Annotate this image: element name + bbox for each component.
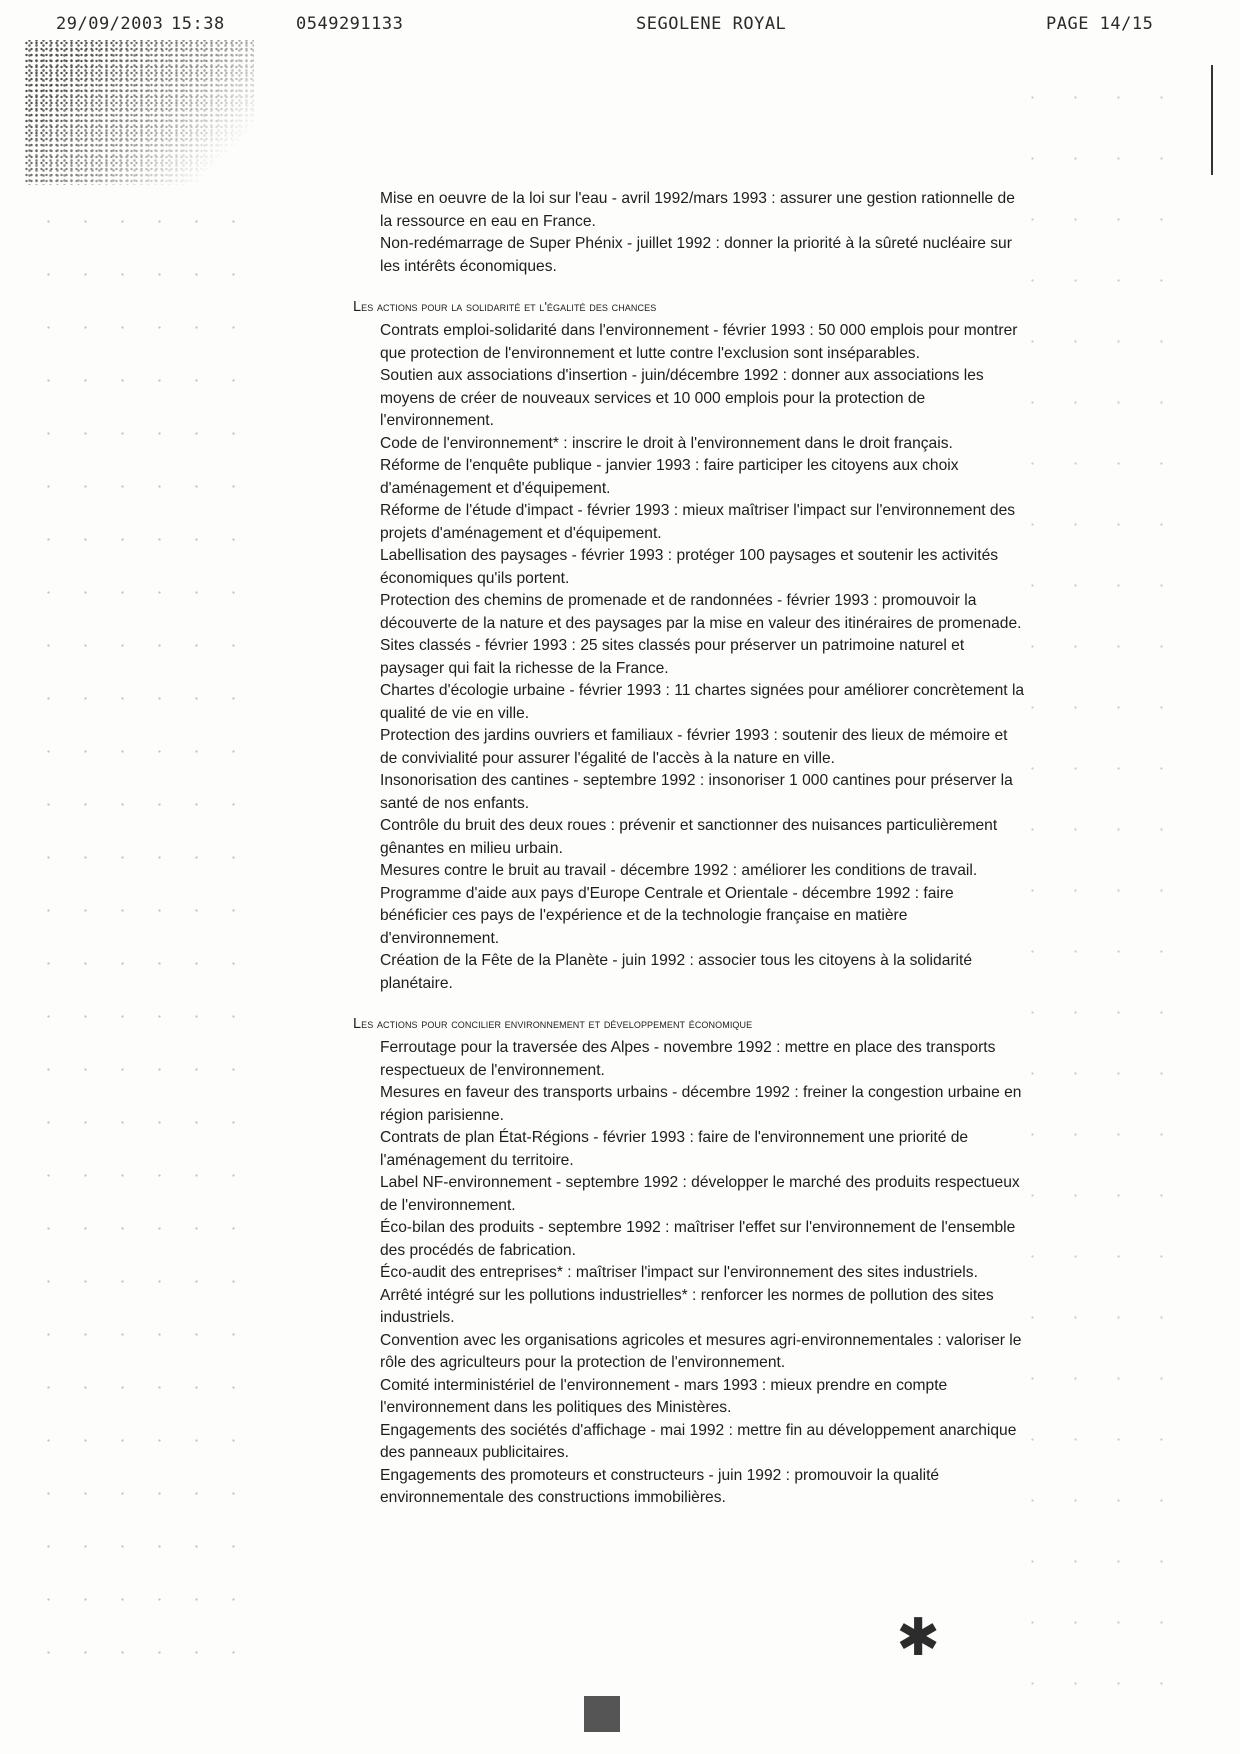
asterisk-stamp-icon: ✱ <box>896 1608 940 1668</box>
list-item: Mesures contre le bruit au travail - décembre 1992 : améliorer les conditions de travail. <box>380 862 978 879</box>
list-item: Labellisation des paysages - février 1993 : protéger 100 paysages et soutenir les activités économiques qu'ils portent. <box>380 547 999 587</box>
list-item: Mise en oeuvre de la loi sur l'eau - avril 1992/mars 1993 : assurer une gestion rationnelle de la ressource en eau en France. <box>380 190 1015 230</box>
scan-noise-right <box>1000 60 1200 1710</box>
list-item: Éco-bilan des produits - septembre 1992 : maîtriser l'effet sur l'environnement de l'ensemble des procédés de fabrication. <box>380 1219 1016 1259</box>
list-item: Contrôle du bruit des deux roues : prévenir et sanctionner des nuisances particulièrement gênantes en milieu urbain. <box>380 817 998 857</box>
scan-noise-corner <box>24 40 254 185</box>
list-item: Éco-audit des entreprises* : maîtriser l'impact sur l'environnement des sites industriels. <box>380 1264 978 1281</box>
list-item: Sites classés - février 1993 : 25 sites classés pour préserver un patrimoine naturel et paysager qui fait la richesse de la France. <box>380 637 965 677</box>
fax-phone: 0549291133 <box>296 14 404 34</box>
list-item: Contrats emploi-solidarité dans l'environnement - février 1993 : 50 000 emplois pour montrer que protection de l'environnement et lutte contre l'exclusion sont inséparables. <box>380 322 1018 362</box>
fax-page-number: PAGE 14/15 <box>1046 14 1154 34</box>
list-item: Label NF-environnement - septembre 1992 : développer le marché des produits respectueux de l'environnement. <box>380 1174 1020 1214</box>
list-item: Convention avec les organisations agricoles et mesures agri-environnementales : valoriser le rôle des agriculteurs pour la protection de l'environnement. <box>380 1331 1022 1371</box>
fax-date: 29/09/2003 <box>56 14 164 34</box>
list-item: Soutien aux associations d'insertion - juin/décembre 1992 : donner aux associations les moyens de créer de nouveaux services et 10 000 emplois pour la protection de l'environnement. <box>380 367 984 429</box>
scan-noise-left <box>30 195 250 1695</box>
list-item: Contrats de plan État-Régions - février 1993 : faire de l'environnement une priorité de l'aménagement du territoire. <box>380 1129 969 1169</box>
list-item: Comité interministériel de l'environnement - mars 1993 : mieux prendre en compte l'environnement dans les politiques des Ministères. <box>380 1376 948 1416</box>
section-title-economy: Les actions pour concilier environnement et développement économique <box>353 1016 753 1032</box>
list-item: Ferroutage pour la traversée des Alpes - novembre 1992 : mettre en place des transports respectueux de l'environnement. <box>380 1039 996 1079</box>
scan-edge-mark <box>1211 65 1213 175</box>
list-item: Programme d'aide aux pays d'Europe Centrale et Orientale - décembre 1992 : faire bénéficier ces pays de l'expérience et de la technologie française en matière d'environnement. <box>380 884 954 947</box>
fax-time: 15:38 <box>171 14 225 34</box>
list-item: Engagements des promoteurs et constructeurs - juin 1992 : promouvoir la qualité environnementale des constructions immobilières. <box>380 1466 940 1506</box>
list-item: Création de la Fête de la Planète - juin 1992 : associer tous les citoyens à la solidarité planétaire. <box>380 952 973 992</box>
square-mark-icon <box>584 1696 620 1732</box>
list-item: Insonorisation des cantines - septembre 1992 : insonoriser 1 000 cantines pour préserver la santé de nos enfants. <box>380 772 1013 812</box>
document-body <box>353 188 1025 1510</box>
list-item: Protection des chemins de promenade et de randonnées - février 1993 : promouvoir la découverte de la nature et des paysages par la mise en valeur des itinéraires de promenade. <box>380 592 1022 632</box>
section-title-solidarity: Les actions pour la solidarité et l'égalité des chances <box>353 299 657 315</box>
list-item: Protection des jardins ouvriers et familiaux - février 1993 : soutenir des lieux de mémoire et de convivialité pour assurer l'égalité de l'accès à la nature en ville. <box>380 727 1008 767</box>
list-item: Non-redémarrage de Super Phénix - juillet 1992 : donner la priorité à la sûreté nucléaire sur les intérêts économiques. <box>380 235 1012 275</box>
list-item: Mesures en faveur des transports urbains - décembre 1992 : freiner la congestion urbaine en région parisienne. <box>380 1084 1022 1124</box>
list-item: Réforme de l'enquête publique - janvier 1993 : faire participer les citoyens aux choix d'aménagement et d'équipement. <box>380 457 959 497</box>
fax-sender: SEGOLENE ROYAL <box>636 14 787 34</box>
list-item: Arrêté intégré sur les pollutions industrielles* : renforcer les normes de pollution des sites industriels. <box>380 1286 994 1326</box>
list-item: Réforme de l'étude d'impact - février 1993 : mieux maîtriser l'impact sur l'environnement des projets d'aménagement et d'équipement. <box>380 502 1016 542</box>
list-item: Chartes d'écologie urbaine - février 1993 : 11 chartes signées pour améliorer concrètement la qualité de vie en ville. <box>380 682 1025 722</box>
list-item: Code de l'environnement* : inscrire le droit à l'environnement dans le droit français. <box>380 434 953 452</box>
list-item: Engagements des sociétés d'affichage - mai 1992 : mettre fin au développement anarchique des panneaux publicitaires. <box>380 1421 1017 1461</box>
